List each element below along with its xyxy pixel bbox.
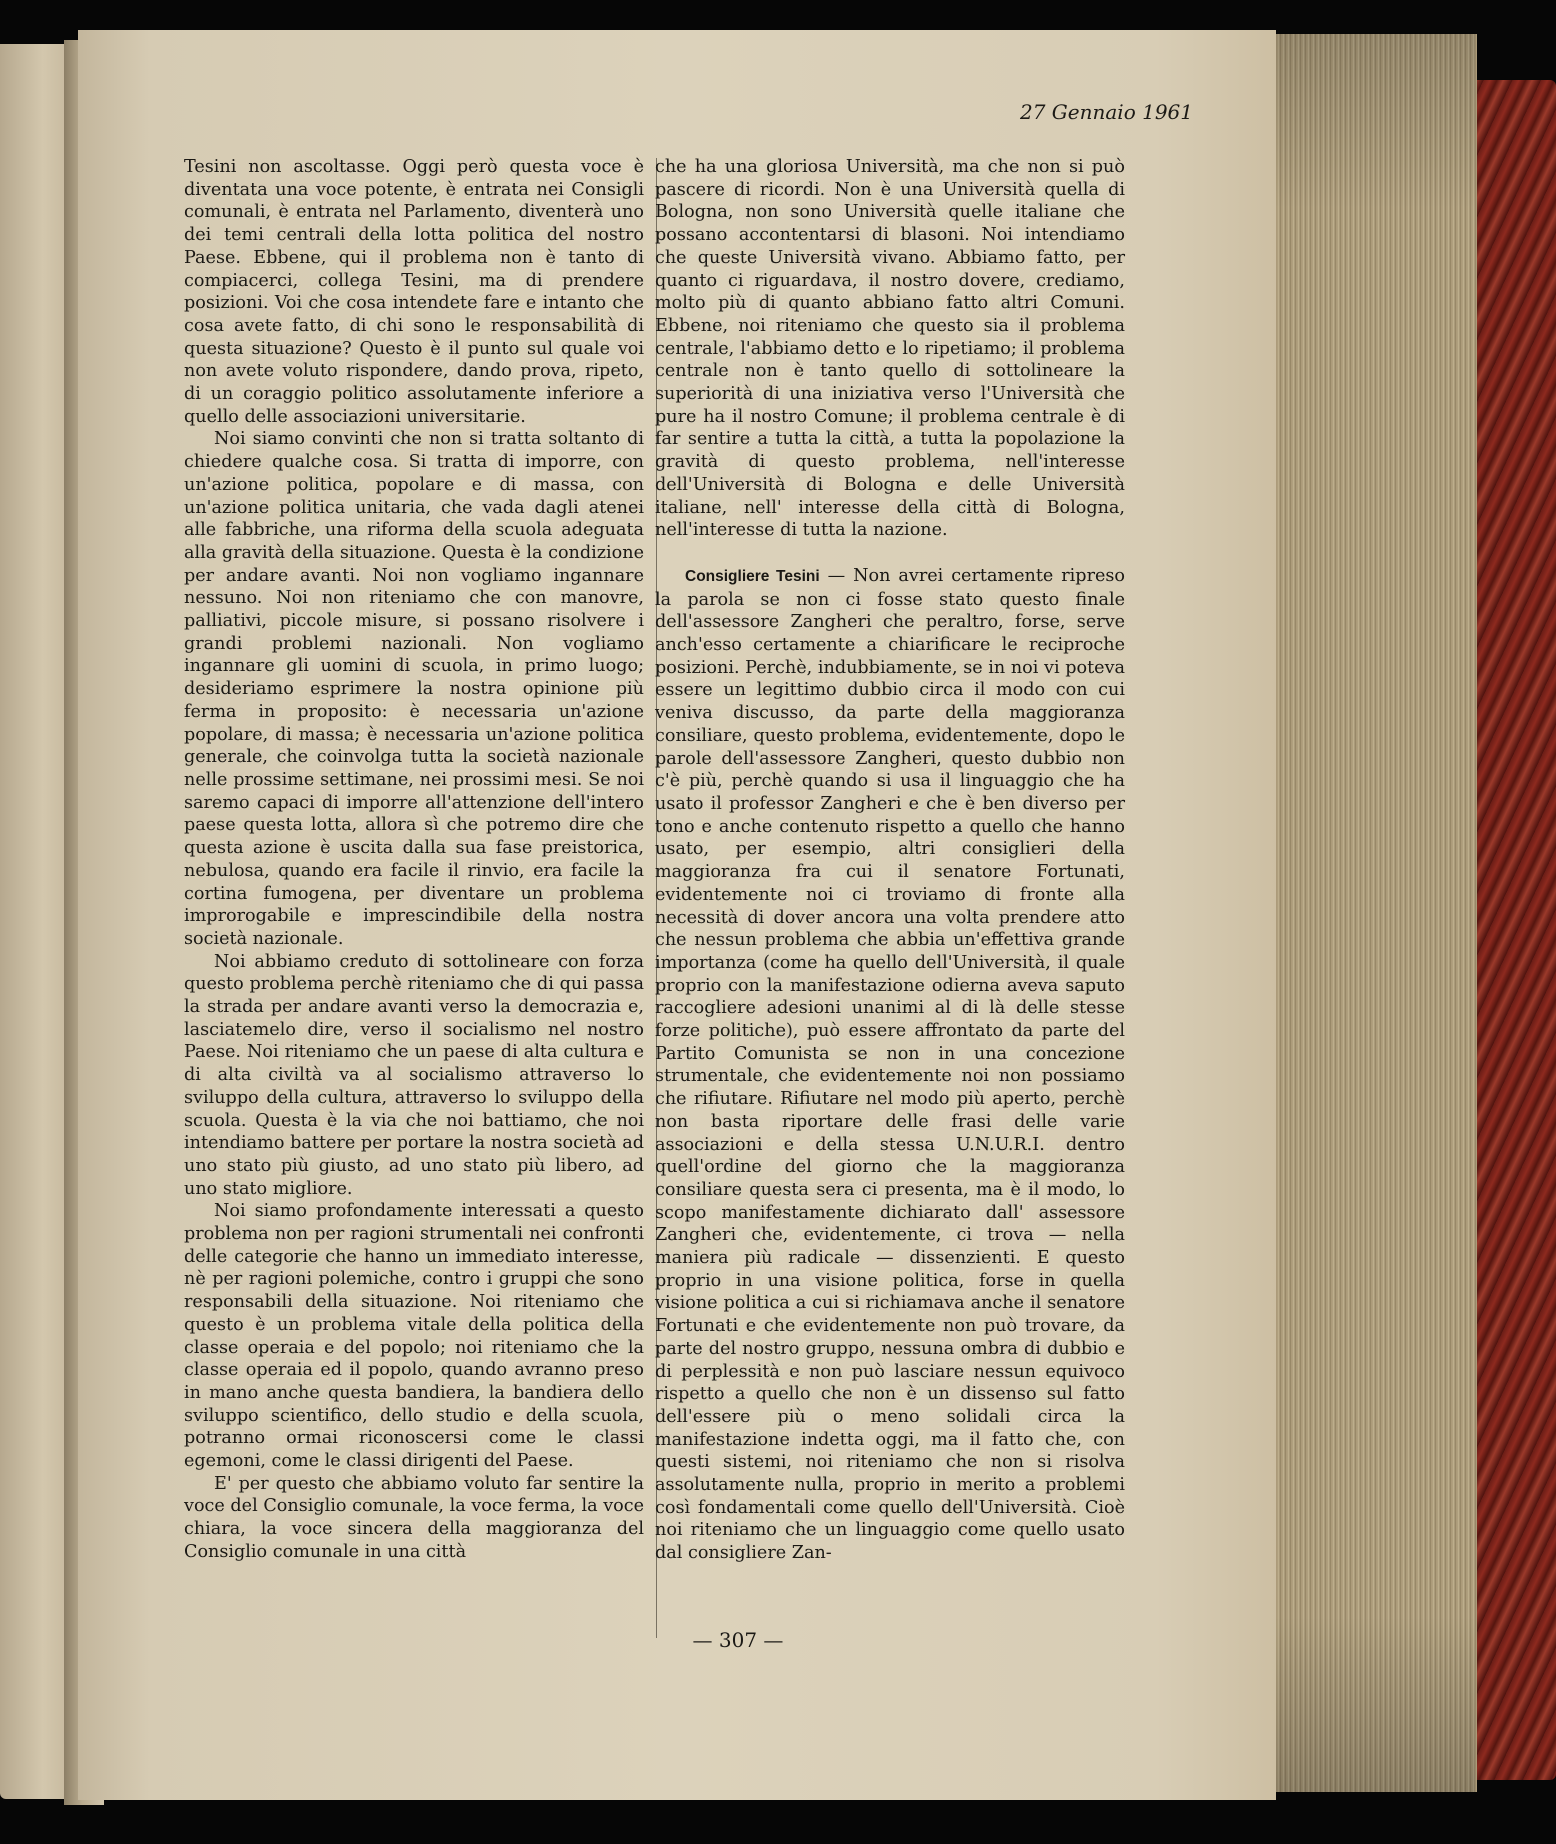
paragraph: E' per questo che abbiamo voluto far sentire la voce del Consiglio comunale, la voce ferma, la voce chiara, la voce sincera della maggioranza del Consiglio comunale in una città — [184, 1473, 644, 1562]
paragraph: Tesini non ascoltasse. Oggi però questa voce è diventata una voce potente, è entrata nei Consigli comunali, è entrata nel Parlamento, diventerà uno dei temi centrali della lotta politica del nostro Paese. Ebbene, qui il problema non è tanto di compiacerci, collega Tesini, ma di prendere posizioni. Voi che cosa intendete fare e intanto che cosa avete fatto, di chi sono le responsabilità di questa situazione? Questo è il punto sul quale voi non avete voluto rispondere, dando prova, ripeto, di un coraggio politico assolutamente inferiore a quello delle associazioni universitarie. — [184, 157, 644, 427]
running-head-date: 27 Gennaio 1961 — [1020, 100, 1193, 124]
paragraph: Noi abbiamo creduto di sottolineare con forza questo problema perchè riteniamo che di qui passa la strada per andare avanti verso la democrazia e, lasciatemelo dire, verso il socialismo nel nostro Paese. Noi riteniamo che un paese di alta cultura e di alta civiltà va al socialismo attraverso lo sviluppo della cultura, attraverso lo sviluppo della scuola. Questa è la via che noi battiamo, che noi intendiamo battere per portare la nostra società ad uno stato più giusto, ad uno stato più libero, ad uno stato migliore. — [184, 951, 644, 1199]
paragraph: Noi siamo profondamente interessati a questo problema non per ragioni strumentali nei confronti delle categorie che hanno un immediato interesse, nè per ragioni polemiche, contro i gruppi che sono responsabili della situazione. Noi riteniamo che questo è un problema vitale della politica della classe operaia e del popolo; noi riteniamo che la classe operaia ed il popolo, quando avranno preso in mano anche questa bandiera, la bandiera dello sviluppo scientifico, dello studio e della scuola, potranno ormai riconoscersi come le classi egemoni, come le classi dirigenti del Paese. — [184, 1201, 644, 1472]
paragraph: che ha una gloriosa Università, ma che non si può pascere di ricordi. Non è una Università quella di Bologna, non sono Università quelle italiane che possano accontentarsi di blasoni. Noi intendiamo che queste Università vivano. Abbiamo fatto, per quanto ci riguardava, il nostro dovere, crediamo, molto più di quanto abbiano fatto altri Comuni. Ebbene, noi riteniamo che questo sia il problema centrale, l'abbiamo detto e lo ripetiamo; il problema centrale non è tanto quello di sottolineare la superiorità di una iniziativa verso l'Università che pure ha il nostro Comune; il problema centrale è di far sentire a tutta la città, a tutta la popolazione la gravità di questo problema, nell'interesse dell'Università di Bologna e delle Università italiane, nell' interesse della città di Bologna, nell'interesse di tutta la nazione. — [655, 157, 1125, 541]
speech-text: — Non avrei certamente ripreso la parola se non ci fosse stato questo finale dell'assessore Zangheri che peraltro, forse, serve anch'esso certamente a chiarificare le reciproche posizioni. Perchè, indubbiamente, se in noi vi poteva essere un legittimo dubbio circa il modo con cui veniva discusso, da parte della maggioranza consiliare, questo problema, evidentemente, dopo le parole dell'assessore Zangheri, questo dubbio non c'è più, perchè quando si usa il linguaggio che ha usato il professor Zangheri e che è ben diverso per tono e anche contenuto rispetto a quello che hanno usato, per esempio, altri consiglieri della maggioranza fra cui il senatore Fortunati, evidentemente noi ci troviamo di fronte alla necessità di dover ancora una volta prendere atto che nessun problema che abbia un'effettiva grande importanza (come ha quello dell'Università, il quale proprio con la manifestazione odierna aveva saputo raccogliere adesioni unanimi al di là delle stesse forze politiche), può essere affrontato da parte del Partito Comunista se non in una concezione strumentale, che evidentemente noi non possiamo che rifiutare. Rifiutare nel modo più aperto, perchè non basta riportare delle frasi delle varie associazioni e della stessa U.N.U.R.I. dentro quell'ordine del giorno che la maggioranza consiliare questa sera ci presenta, ma è il modo, lo scopo manifestamente dichiarato dall' assessore Zangheri che, evidentemente, ci trova — nella maniera più radicale — dissenzienti. E questo proprio in una visione politica, forse in quella visione politica a cui si richiamava anche il senatore Fortunati e che evidentemente non può trovare, da parte del nostro gruppo, nessuna ombra di dubbio e di perplessità e non può lasciare nessun equivoco rispetto a quello che non è un dissenso sul fatto dell'essere più o meno solidali circa la manifestazione indetta oggi, ma il fatto che, con questi sistemi, noi riteniamo che non si risolva assolutamente nulla, proprio in merito a problemi così fondamentali come quello dell'Università. Cioè noi riteniamo che un linguaggio come quello usato dal consigliere Zan- — [655, 565, 1126, 1564]
page-number: — 307 — — [692, 1628, 784, 1652]
speech-paragraph — [655, 565, 1125, 1565]
right-column — [655, 156, 1125, 1565]
paragraph: Noi siamo convinti che non si tratta soltanto di chiedere qualche cosa. Si tratta di imporre, con un'azione politica, popolare e di massa, con un'azione politica unitaria, che vada dagli atenei alle fabbriche, una riforma della scuola adeguata alla gravità della situazione. Questa è la condizione per andare avanti. Noi non vogliamo ingannare nessuno. Noi non riteniamo che con manovre, palliativi, piccole misure, si possano risolvere i grandi problemi nazionali. Non vogliamo ingannare gli uomini di scuola, in primo luogo; desideriamo esprimere la nostra opinione più ferma in proposito: è necessaria un'azione popolare, di massa; è necessaria un'azione politica generale, che coinvolga tutta la società nazionale nelle prossime settimane, nei prossimi mesi. Se noi saremo capaci di imporre all'attenzione dell'intero paese questa lotta, allora sì che potremo dire che questa azione è uscita dalla sua fase preistorica, nebulosa, quando era facile il rinvio, era facile la cortina fumogena, per diventare un problema improrogabile e imprescindibile della nostra società nazionale. — [184, 429, 644, 949]
left-column — [184, 156, 644, 1564]
book-page — [78, 30, 1276, 1800]
speaker-name: Consigliere Tesini — [685, 567, 820, 585]
